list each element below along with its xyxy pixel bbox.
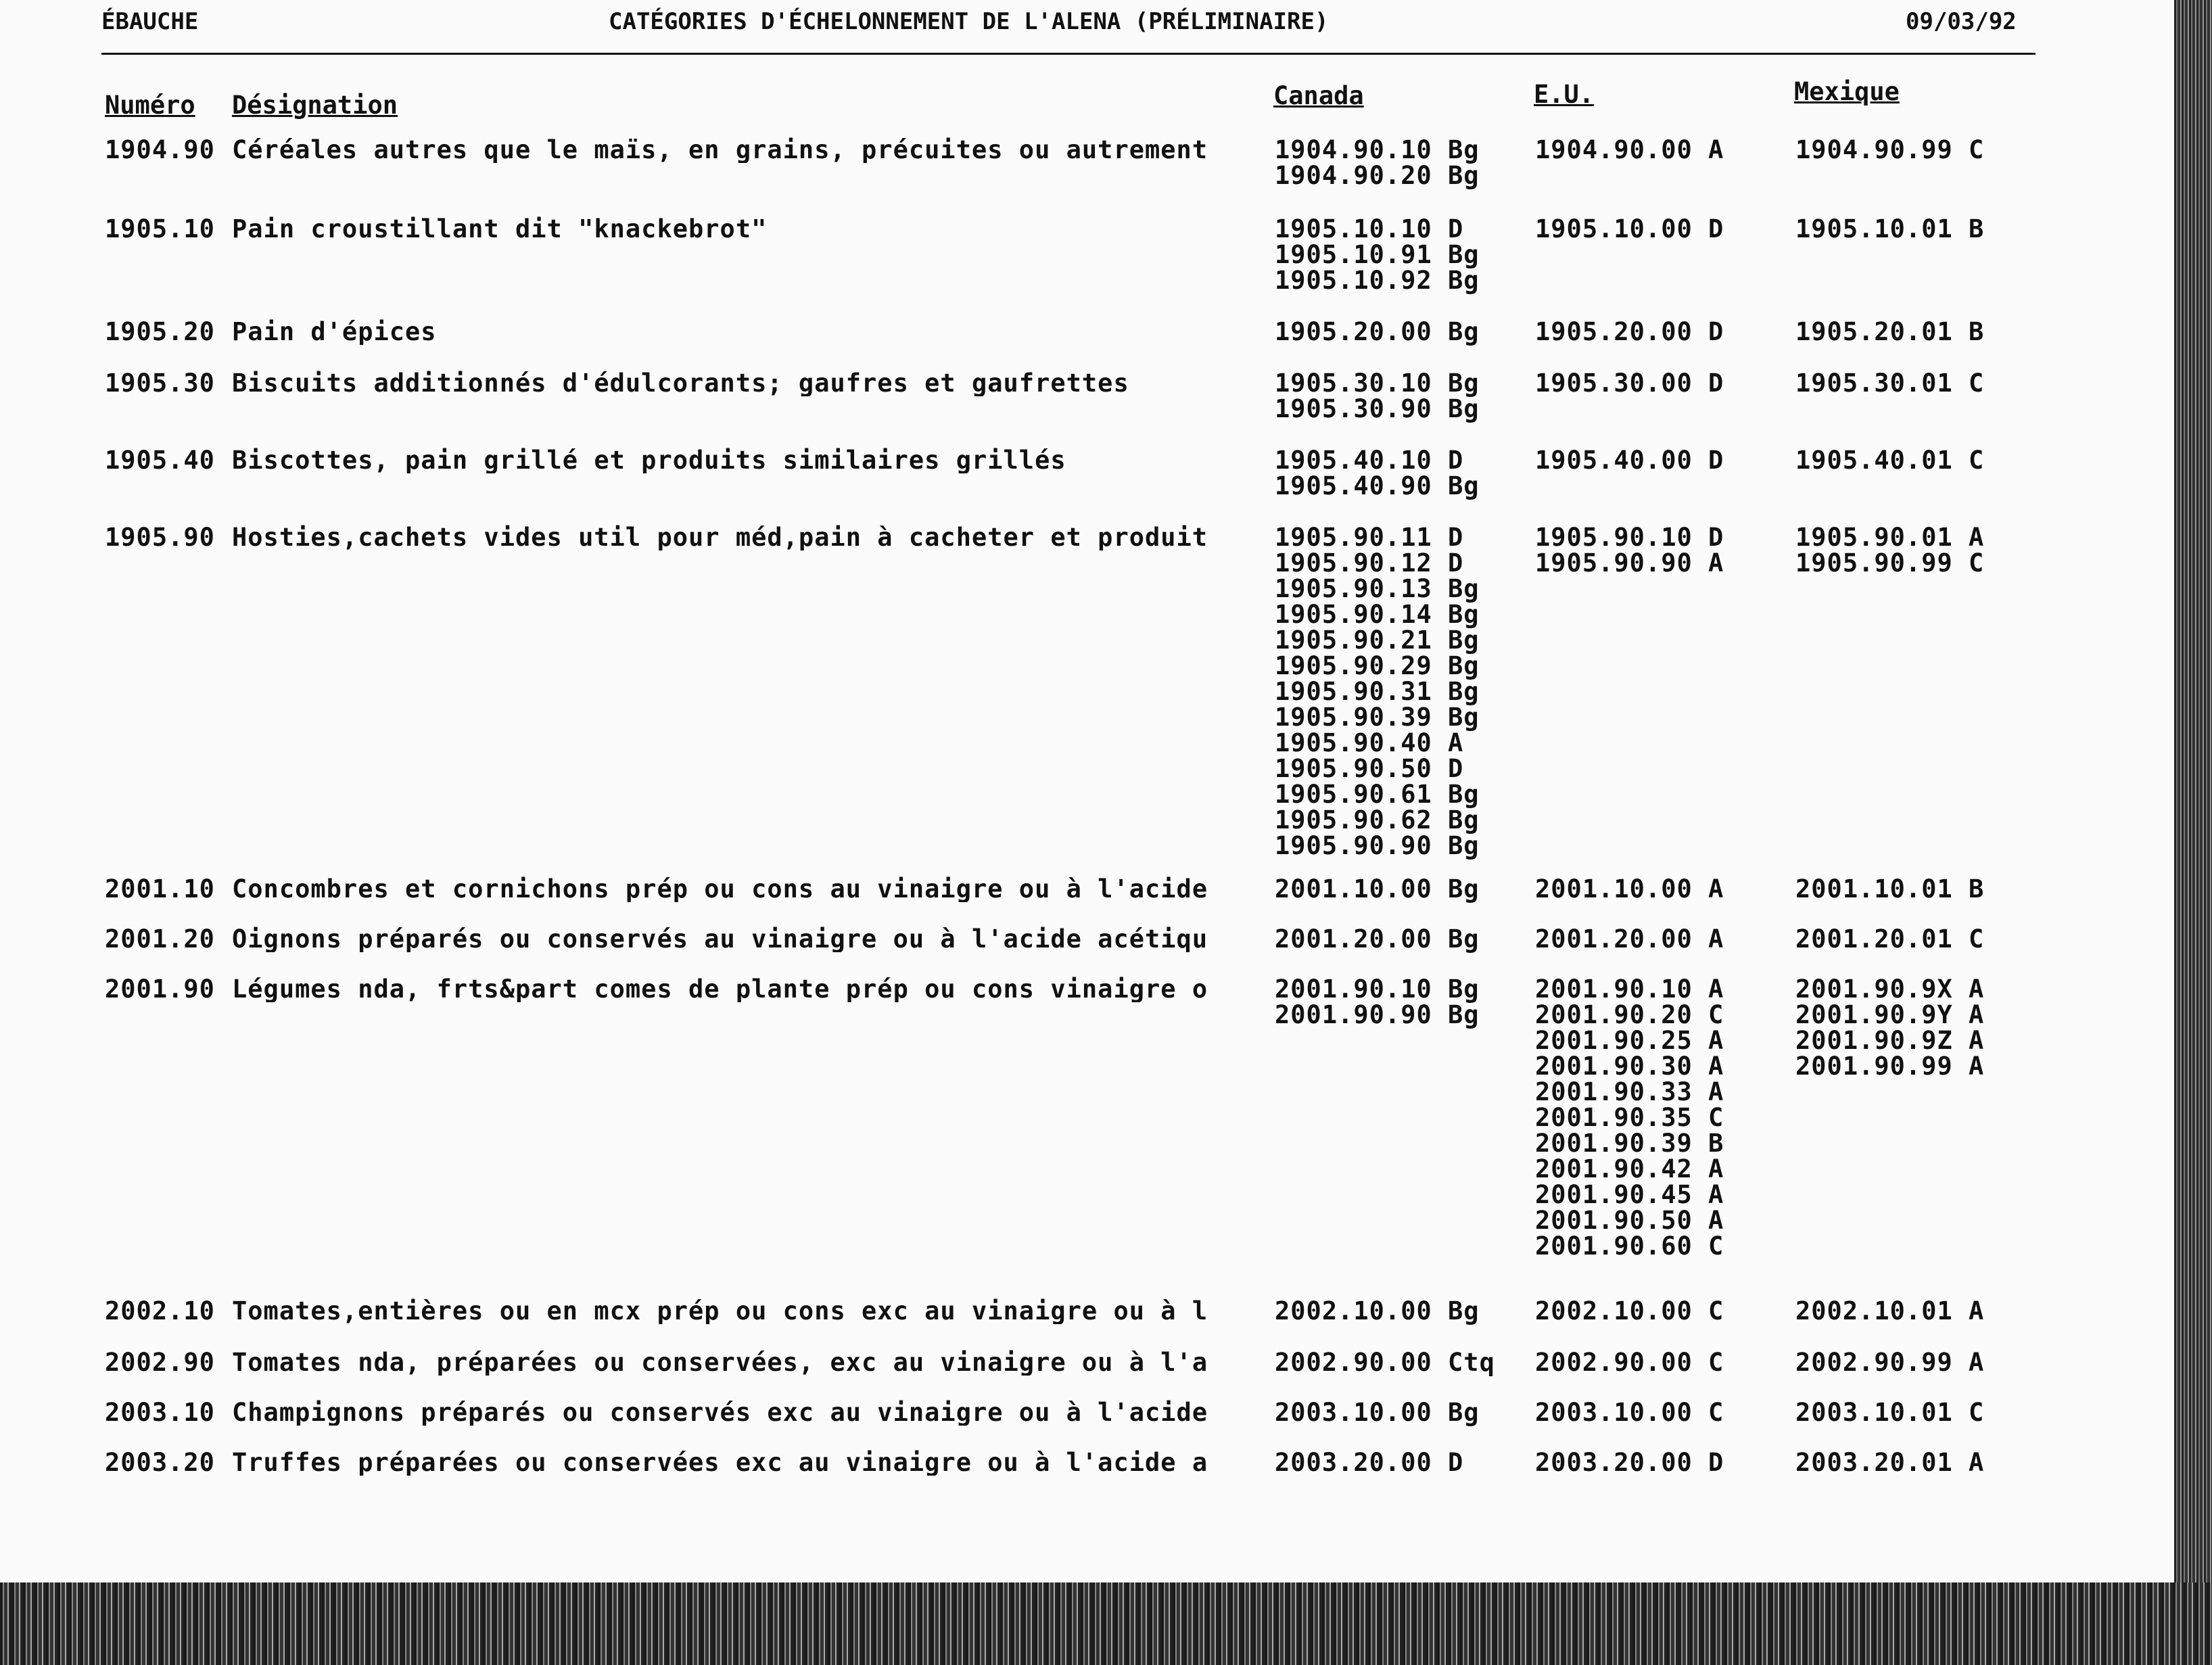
staging-code: 2003.10.00 Bg — [1275, 1398, 1480, 1427]
staging-code: 2001.20.00 A — [1535, 924, 1724, 954]
mexique-codes — [1795, 1450, 1984, 1476]
canada-codes — [1275, 137, 1480, 189]
staging-code: 2001.90.90 Bg — [1275, 1000, 1480, 1029]
eu-codes — [1535, 216, 1724, 242]
staging-code: 1905.10.01 B — [1795, 214, 1985, 243]
tariff-number: 2003.20 — [105, 1448, 215, 1477]
staging-code: 1904.90.99 C — [1795, 135, 1985, 164]
staging-code: 2001.10.01 B — [1795, 874, 1985, 904]
staging-code: 1905.20.00 Bg — [1275, 317, 1480, 346]
canada-codes — [1275, 876, 1480, 902]
column-header-designation: Désignation — [232, 91, 398, 120]
mexique-codes — [1795, 977, 1984, 1079]
staging-code: 1905.90.10 D — [1535, 523, 1724, 552]
tariff-number: 1904.90 — [105, 135, 215, 164]
staging-code: 2002.10.00 C — [1535, 1296, 1724, 1326]
staging-code: 1905.90.01 A — [1795, 523, 1985, 552]
staging-code: 2003.20.00 D — [1275, 1448, 1464, 1477]
staging-code: 1905.90.61 Bg — [1275, 780, 1480, 809]
staging-code: 1905.90.50 D — [1275, 754, 1464, 783]
staging-code: 2001.90.10 A — [1535, 975, 1724, 1004]
eu-codes — [1535, 977, 1724, 1259]
staging-code: 1904.90.00 A — [1535, 135, 1724, 164]
tariff-number: 1905.40 — [105, 446, 215, 475]
staging-code: 2001.90.60 C — [1535, 1232, 1724, 1261]
canada-codes — [1275, 319, 1480, 345]
staging-code: 2001.90.99 A — [1795, 1052, 1985, 1081]
staging-code: 2003.20.01 A — [1795, 1448, 1985, 1477]
staging-code: 2002.90.00 Ctq — [1275, 1348, 1495, 1377]
tariff-number: 2001.20 — [105, 924, 215, 954]
tariff-number: 2002.90 — [105, 1348, 215, 1377]
canada-codes — [1275, 1450, 1463, 1476]
tariff-designation: Céréales autres que le maïs, en grains, précuites ou autrement — [232, 137, 1208, 163]
eu-codes — [1535, 1450, 1724, 1476]
scan-edge-right — [2174, 0, 2212, 1665]
eu-codes — [1535, 1350, 1724, 1376]
staging-code: 1905.90.40 A — [1275, 728, 1464, 757]
staging-code: 1905.90.29 Bg — [1275, 651, 1480, 680]
canada-codes — [1275, 1298, 1480, 1324]
tariff-number: 2002.10 — [105, 1296, 215, 1326]
staging-code: 1905.30.00 D — [1535, 369, 1724, 398]
mexique-codes — [1795, 1350, 1984, 1376]
staging-code: 1905.30.10 Bg — [1275, 369, 1480, 398]
tariff-designation: Champignons préparés ou conservés exc au vinaigre ou à l'acide — [232, 1400, 1208, 1426]
scan-edge-bottom — [0, 1582, 2212, 1665]
tariff-number: 1905.20 — [105, 317, 215, 346]
mexique-codes — [1795, 876, 1984, 902]
canada-codes — [1275, 448, 1480, 499]
staging-code: 1905.40.10 D — [1275, 446, 1464, 475]
staging-code: 1905.20.00 D — [1535, 317, 1724, 346]
eu-codes — [1535, 137, 1724, 163]
eu-codes — [1535, 371, 1724, 396]
tariff-designation: Concombres et cornichons prép ou cons au vinaigre ou à l'acide — [232, 876, 1208, 902]
mexique-codes — [1795, 1298, 1984, 1324]
staging-code: 1904.90.20 Bg — [1275, 161, 1480, 190]
staging-code: 1904.90.10 Bg — [1275, 135, 1480, 164]
staging-code: 1905.90.39 Bg — [1275, 703, 1480, 732]
staging-code: 2001.90.35 C — [1535, 1103, 1724, 1132]
staging-code: 1905.90.90 Bg — [1275, 831, 1480, 860]
eu-codes — [1535, 876, 1724, 902]
tariff-designation: Hosties,cachets vides util pour méd,pain à cacheter et produit — [232, 525, 1208, 550]
canada-codes — [1275, 924, 1480, 954]
tariff-designation: Biscottes, pain grillé et produits similaires grillés — [232, 448, 1066, 473]
tariff-number: 2001.10 — [105, 874, 215, 904]
column-header-numero: Numéro — [105, 91, 195, 120]
tariff-number: 2001.90 — [105, 975, 215, 1004]
staging-code: 2003.10.01 C — [1795, 1398, 1985, 1427]
staging-code: 2001.90.10 Bg — [1275, 975, 1480, 1004]
staging-code: 2001.90.9Z A — [1795, 1026, 1985, 1055]
mexique-codes — [1795, 137, 1984, 163]
canada-codes — [1275, 1350, 1495, 1376]
mexique-codes — [1795, 371, 1984, 396]
staging-code: 2001.90.9X A — [1795, 975, 1985, 1004]
staging-code: 1905.90.13 Bg — [1275, 574, 1480, 603]
mexique-codes — [1795, 924, 1985, 954]
staging-code: 1905.20.01 B — [1795, 317, 1985, 346]
canada-codes — [1275, 1400, 1480, 1426]
column-header-mexique: Mexique — [1794, 77, 1900, 106]
tariff-designation: Tomates nda, préparées ou conservées, exc au vinaigre ou à l'a — [232, 1350, 1208, 1376]
tariff-designation: Oignons préparés ou conservés au vinaigre ou à l'acide acétiqu — [232, 927, 1208, 952]
tariff-number: 1905.90 — [105, 523, 215, 552]
staging-code: 1905.90.12 D — [1275, 548, 1464, 578]
staging-code: 2002.90.00 C — [1535, 1348, 1724, 1377]
staging-code: 1905.10.92 Bg — [1275, 266, 1480, 295]
canada-codes — [1275, 216, 1480, 294]
staging-code: 1905.40.90 Bg — [1275, 471, 1480, 500]
staging-code: 1905.10.00 D — [1535, 214, 1724, 243]
staging-code: 2001.90.30 A — [1535, 1052, 1724, 1081]
staging-code: 1905.90.99 C — [1795, 548, 1985, 578]
tariff-designation: Tomates,entières ou en mcx prép ou cons exc au vinaigre ou à l — [232, 1298, 1208, 1324]
staging-code: 2001.90.25 A — [1535, 1026, 1724, 1055]
staging-code: 1905.10.10 D — [1275, 214, 1464, 243]
canada-codes — [1275, 371, 1480, 422]
draft-label: ÉBAUCHE — [101, 8, 199, 35]
staging-code: 1905.90.14 Bg — [1275, 600, 1480, 629]
mexique-codes — [1795, 216, 1984, 242]
mexique-codes — [1795, 319, 1984, 345]
staging-code: 2002.10.01 A — [1795, 1296, 1985, 1326]
staging-code: 1905.90.11 D — [1275, 523, 1464, 552]
canada-codes — [1275, 977, 1480, 1028]
eu-codes — [1535, 319, 1724, 345]
staging-code: 1905.90.21 Bg — [1275, 626, 1480, 655]
staging-code: 1905.40.00 D — [1535, 446, 1724, 475]
column-header-eu: E.U. — [1534, 80, 1595, 109]
tariff-designation: Pain d'épices — [232, 319, 437, 345]
staging-code: 1905.30.01 C — [1795, 369, 1985, 398]
tariff-number: 1905.10 — [105, 214, 215, 243]
canada-codes — [1275, 525, 1480, 859]
tariff-designation: Légumes nda, frts&part comes de plante prép ou cons vinaigre o — [232, 977, 1208, 1002]
staging-code: 2001.90.20 C — [1535, 1000, 1724, 1029]
tariff-designation: Truffes préparées ou conservées exc au vinaigre ou à l'acide a — [232, 1450, 1208, 1476]
eu-codes — [1535, 924, 1724, 954]
column-header-canada: Canada — [1273, 81, 1364, 110]
eu-codes — [1535, 1400, 1724, 1426]
tariff-designation: Pain croustillant dit "knackebrot" — [232, 216, 768, 242]
staging-code: 2001.20.01 C — [1795, 924, 1985, 954]
staging-code: 2001.20.00 Bg — [1275, 924, 1480, 954]
staging-code: 2002.10.00 Bg — [1275, 1296, 1480, 1326]
eu-codes — [1535, 448, 1724, 473]
header-rule — [101, 53, 2035, 55]
tariff-number: 2003.10 — [105, 1398, 215, 1427]
tariff-designation: Biscuits additionnés d'édulcorants; gaufres et gaufrettes — [232, 371, 1129, 396]
staging-code: 2002.90.99 A — [1795, 1348, 1985, 1377]
document-title: CATÉGORIES D'ÉCHELONNEMENT DE L'ALENA (PRÉLIMINAIRE) — [609, 8, 1329, 35]
staging-code: 2001.10.00 Bg — [1275, 874, 1480, 904]
staging-code: 2001.10.00 A — [1535, 874, 1724, 904]
staging-code: 2001.90.45 A — [1535, 1180, 1724, 1209]
document-date: 09/03/92 — [1906, 8, 2017, 35]
tariff-number: 1905.30 — [105, 369, 215, 398]
staging-code: 1905.40.01 C — [1795, 446, 1985, 475]
eu-codes — [1535, 1298, 1724, 1324]
staging-code: 2001.90.42 A — [1535, 1154, 1724, 1183]
staging-code: 1905.10.91 Bg — [1275, 240, 1480, 269]
staging-code: 1905.30.90 Bg — [1275, 394, 1480, 423]
mexique-codes — [1795, 525, 1984, 576]
staging-code: 2003.10.00 C — [1535, 1398, 1724, 1427]
staging-code: 2001.90.39 B — [1535, 1129, 1724, 1158]
staging-code: 2001.90.9Y A — [1795, 1000, 1985, 1029]
staging-code: 2001.90.50 A — [1535, 1206, 1724, 1235]
staging-code: 2001.90.33 A — [1535, 1077, 1724, 1106]
mexique-codes — [1795, 448, 1984, 473]
staging-code: 1905.90.90 A — [1535, 548, 1724, 578]
eu-codes — [1535, 525, 1724, 576]
staging-code: 2003.20.00 D — [1535, 1448, 1724, 1477]
staging-code: 1905.90.62 Bg — [1275, 805, 1480, 835]
mexique-codes — [1795, 1400, 1984, 1426]
staging-code: 1905.90.31 Bg — [1275, 677, 1480, 706]
